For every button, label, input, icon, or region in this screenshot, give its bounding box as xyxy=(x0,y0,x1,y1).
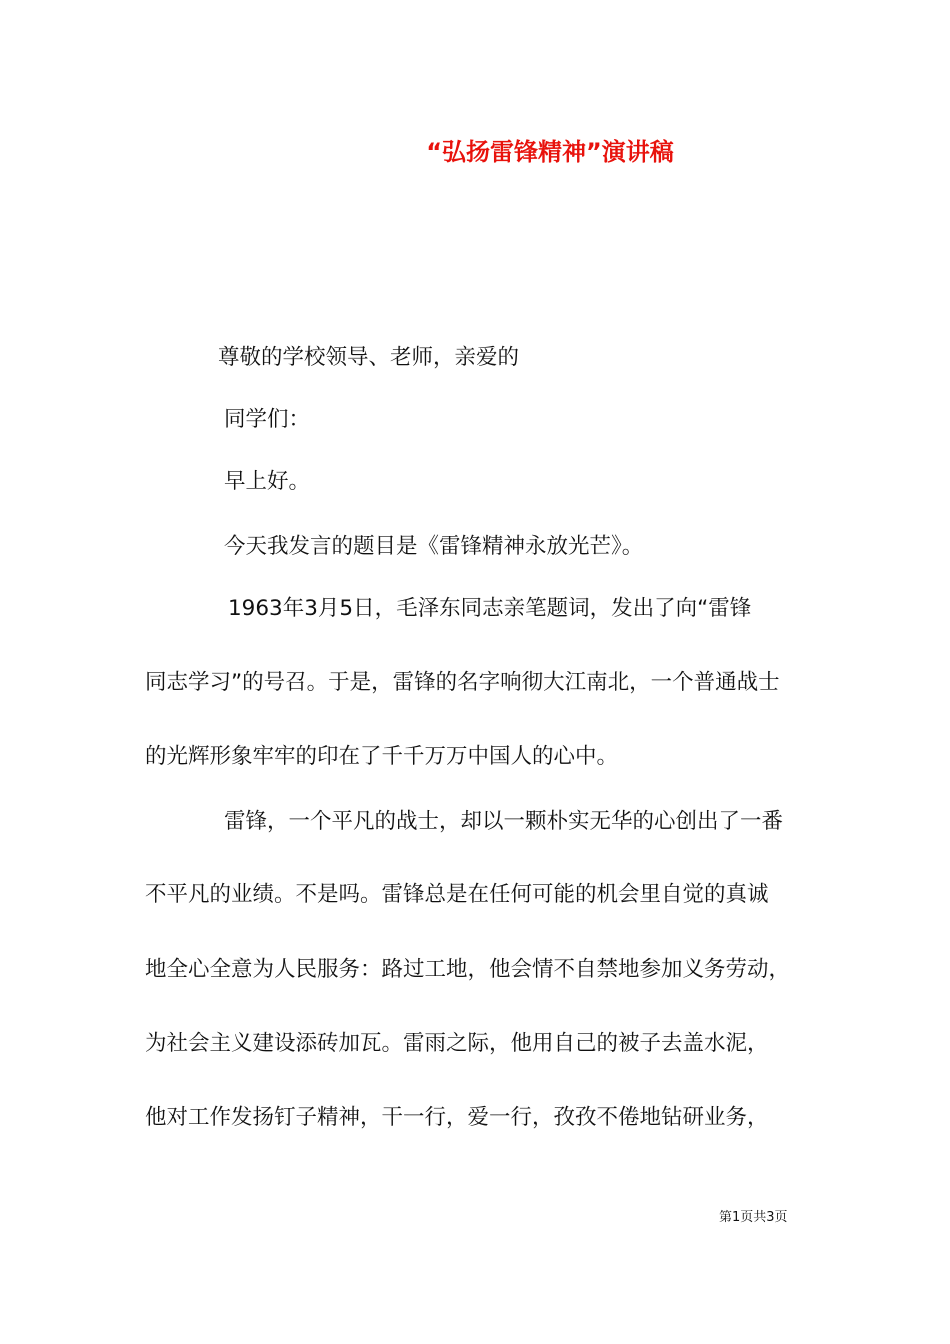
greeting-line: 早上好。 xyxy=(224,469,311,494)
topic-line: 今天我发言的题目是《雷锋精神永放光芒》。 xyxy=(224,534,644,559)
paragraph-1-line-2: 同志学习”的号召。于是，雷锋的名字响彻大江南北，一个普通战士 xyxy=(145,670,780,695)
document-title: “弘扬雷锋精神”演讲稿 xyxy=(426,138,674,166)
paragraph-2-line-4: 为社会主义建设添砖加瓦。雷雨之际，他用自己的被子去盖水泥， xyxy=(145,1031,769,1056)
salutation-line-2: 同学们： xyxy=(224,407,311,432)
page-number-footer: 第1页共3页 xyxy=(719,1210,788,1225)
paragraph-2-line-1: 雷锋，一个平凡的战士，却以一颗朴实无华的心创出了一番 xyxy=(224,809,784,834)
paragraph-2-line-3: 地全心全意为人民服务：路过工地，他会情不自禁地参加义务劳动， xyxy=(145,957,791,982)
paragraph-1-line-1: 1963年3月5日，毛泽东同志亲笔题词，发出了向“雷锋 xyxy=(228,596,752,621)
salutation-line-1: 尊敬的学校领导、老师，亲爱的 xyxy=(218,345,520,370)
paragraph-2-line-2: 不平凡的业绩。不是吗。雷锋总是在任何可能的机会里自觉的真诚 xyxy=(145,882,769,907)
paragraph-1-line-3: 的光辉形象牢牢的印在了千千万万中国人的心中。 xyxy=(145,744,619,769)
paragraph-2-line-5: 他对工作发扬钉子精神，干一行，爱一行，孜孜不倦地钻研业务， xyxy=(145,1105,769,1130)
